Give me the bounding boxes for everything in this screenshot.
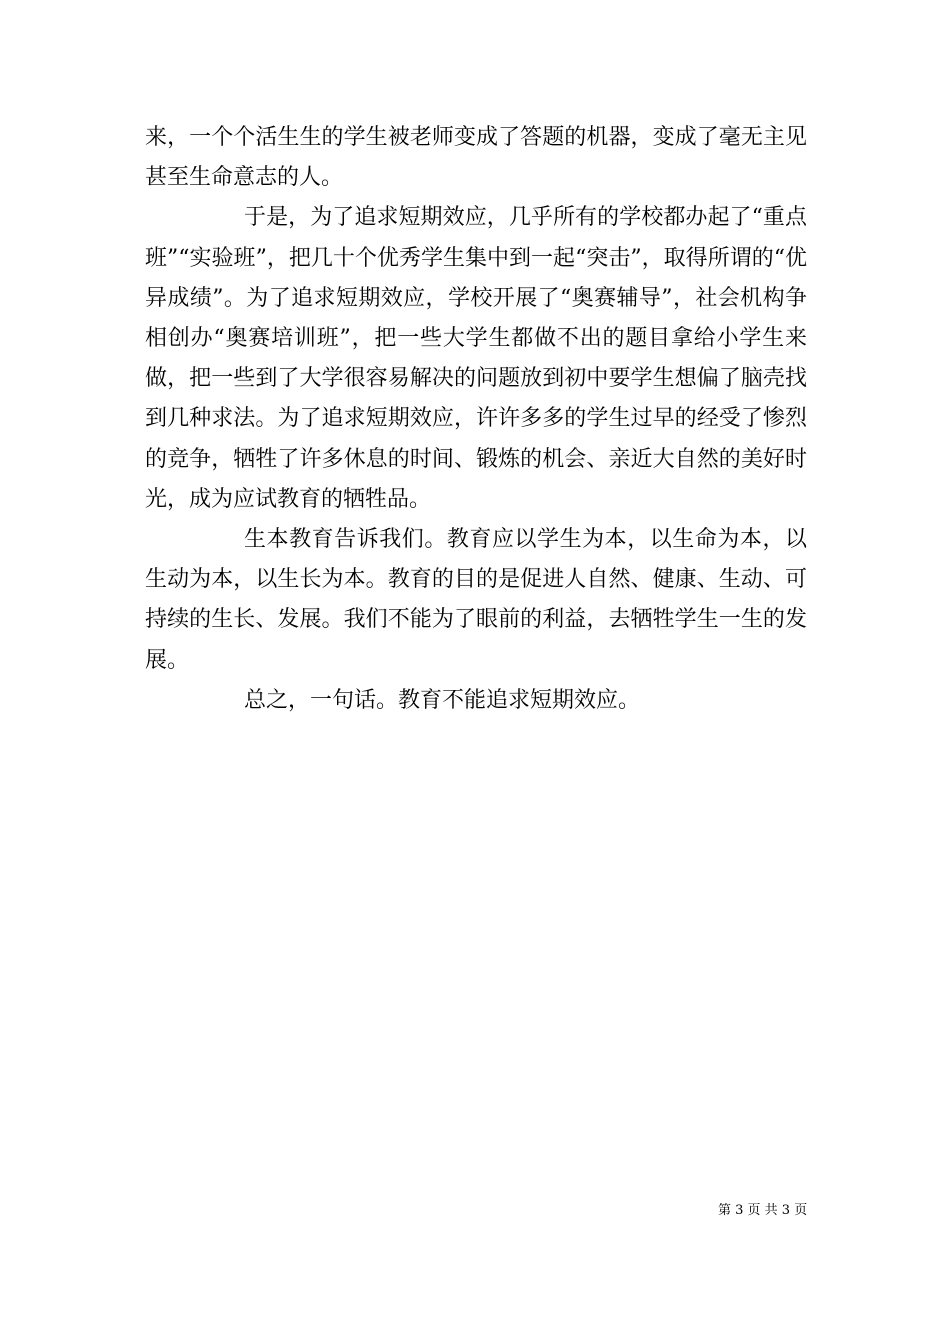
paragraph-3: 生本教育告诉我们。教育应以学生为本，以生命为本，以生动为本，以生长为本。教育的目的是促进人自然、健康、生动、可持续的生长、发展。我们不能为了眼前的利益，去牺牲学生一生的发展。 [145,527,807,673]
document-body [145,118,807,721]
page-number-footer: 第 3 页 共 3 页 [718,1203,808,1218]
paragraph-1: 来，一个个活生生的学生被老师变成了答题的机器，变成了毫无主见甚至生命意志的人。 [145,125,807,191]
paragraph-4: 总之，一句话。教育不能追求短期效应。 [244,687,641,713]
paragraph-2: 于是，为了追求短期效应，几乎所有的学校都办起了“重点班”“实验班”，把几十个优秀学生集中到一起“突击”，取得所谓的“优异成绩”。为了追求短期效应，学校开展了“奥赛辅导”，社会机构争相创办“奥赛培训班”，把一些大学生都做不出的题目拿给小学生来做，把一些到了大学很容易解决的问题放到初中要学生想偏了脑壳找到几种求法。为了追求短期效应，许许多多的学生过早的经受了惨烈的竞争，牺牲了许多休息的时间、锻炼的机会、亲近大自然的美好时光，成为应试教育的牺牲品。 [145,205,807,512]
